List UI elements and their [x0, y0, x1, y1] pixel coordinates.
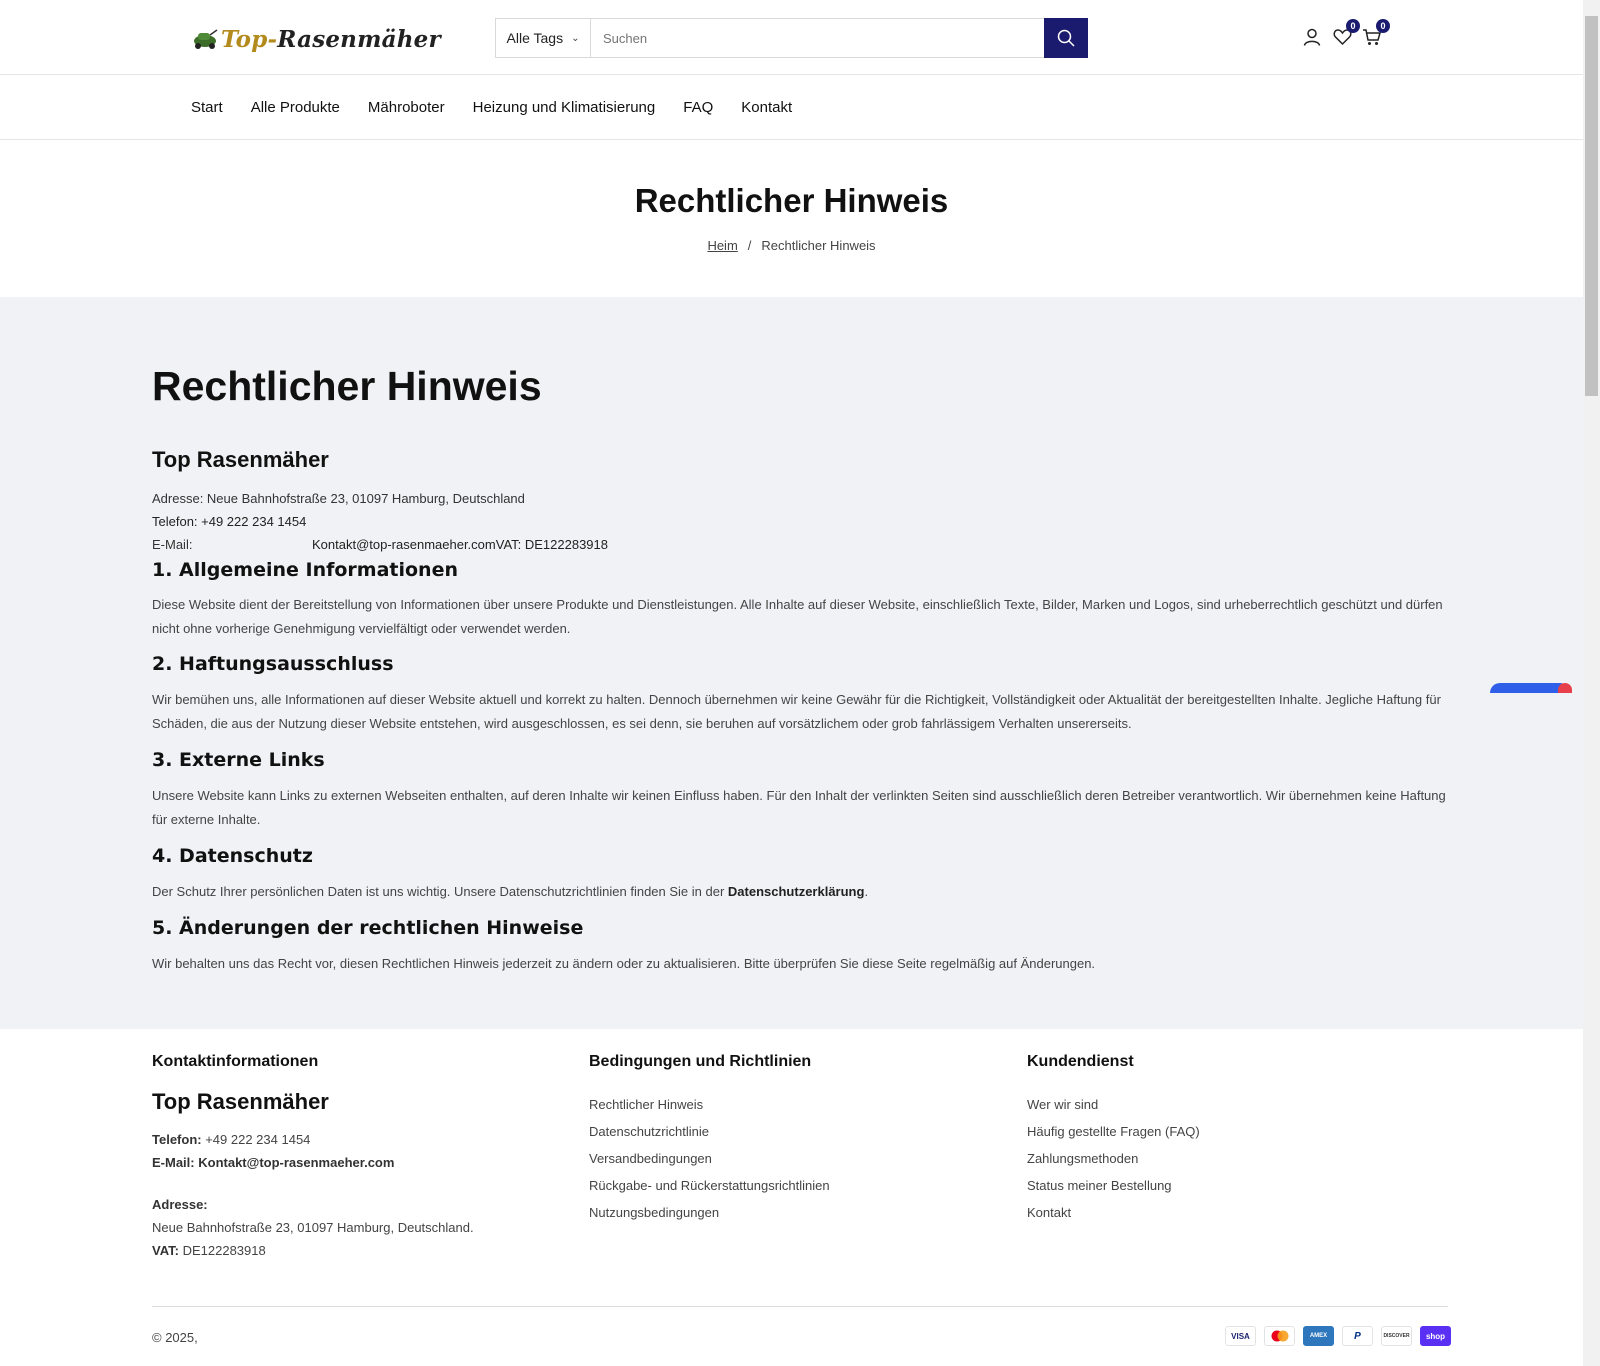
section-heading-5: 5. Änderungen der rechtlichen Hinweise [152, 917, 584, 939]
search-input[interactable] [591, 19, 1044, 57]
footer-link-faq[interactable]: Häufig gestellte Fragen (FAQ) [1027, 1124, 1200, 1139]
section-text-3: Unsere Website kann Links zu externen Webseiten enthalten, auf deren Inhalte wir keinen Einfluss haben. Für den Inhalt der verlinkten Seiten sind ausschließlich deren Betreiber verantwortlich. Wir übernehmen keine Haftung für externe Inhalte. [152, 788, 1446, 827]
footer-address: Neue Bahnhofstraße 23, 01097 Hamburg, Deutschland. [152, 1220, 474, 1235]
footer-contact-column [152, 1053, 474, 1262]
search-bar [495, 18, 1088, 58]
section-heading-1: 1. Allgemeine Informationen [152, 559, 458, 581]
page-header [0, 140, 1583, 297]
nav-item-heizung[interactable]: Heizung und Klimatisierung [472, 99, 656, 116]
section-heading-3: 3. Externe Links [152, 749, 325, 771]
footer-service-heading: Kundendienst [1027, 1053, 1134, 1070]
footer-link-privacy[interactable]: Datenschutzrichtlinie [589, 1124, 709, 1139]
mastercard-icon [1264, 1326, 1295, 1346]
breadcrumb-separator: / [747, 238, 752, 253]
nav-item-faq[interactable]: FAQ [683, 99, 714, 116]
site-logo[interactable] [192, 22, 441, 56]
account-button[interactable] [1302, 26, 1322, 48]
section-text-4-body: Der Schutz Ihrer persönlichen Daten ist uns wichtig. Unsere Datenschutzrichtlinien finden Sie in der [152, 884, 728, 899]
header-icons [1302, 21, 1386, 48]
section-text-4-end: . [864, 884, 869, 899]
category-select[interactable] [496, 19, 591, 57]
section-text-1: Diese Website dient der Bereitstellung von Informationen über unsere Produkte und Dienstleistungen. Alle Inhalte auf dieser Website, einschließlich Texte, Bilder, Marken und Logos, sind urheberrechtlich geschützt und dürfen nicht ohne vorherige Genehmigung vervielfältigt oder verwendet werden. [152, 597, 1443, 636]
main-navigation [0, 75, 1583, 140]
footer-email-label: E-Mail: [152, 1155, 195, 1170]
footer-service-column [1027, 1053, 1200, 1226]
section-text-4 [152, 880, 1452, 904]
privacy-policy-link[interactable]: Datenschutzerklärung [727, 884, 865, 899]
payment-icons [1225, 1326, 1451, 1346]
footer-address-label: Adresse: [152, 1197, 208, 1212]
footer-phone [152, 1128, 474, 1151]
breadcrumb [0, 238, 1583, 253]
content-title: Rechtlicher Hinweis [152, 363, 542, 409]
category-select-label: Alle Tags [506, 30, 564, 46]
section-text-2: Wir bemühen uns, alle Informationen auf dieser Website aktuell und korrekt zu halten. Dennoch übernehmen wir keine Gewähr für die Richtigkeit, Vollständigkeit oder Aktualität der bereitgestellten Inhalte. Jegliche Haftung für Schäden, die aus der Nutzung dieser Website entstehen, wird ausgeschlossen, es sei denn, sie beruhen auf vorsätzlichem oder grob fahrlässigem Verhalten unsererseits. [152, 692, 1441, 731]
cart-count-badge: 0 [1376, 19, 1390, 33]
footer-vat-label: VAT: [152, 1243, 179, 1258]
wishlist-button[interactable] [1332, 21, 1356, 48]
footer-link-order-status[interactable]: Status meiner Bestellung [1027, 1178, 1172, 1193]
page-scrollbar[interactable] [1583, 0, 1600, 1366]
scrollbar-thumb[interactable] [1585, 16, 1598, 396]
address-line: Adresse: Neue Bahnhofstraße 23, 01097 Hamburg, Deutschland [152, 491, 525, 506]
footer-link-legal-notice[interactable]: Rechtlicher Hinweis [589, 1097, 704, 1112]
footer-link-contact[interactable]: Kontakt [1027, 1205, 1072, 1220]
shop-pay-icon: shop [1420, 1326, 1451, 1346]
nav-item-alle-produkte[interactable]: Alle Produkte [250, 99, 340, 116]
footer-vat [152, 1239, 474, 1262]
footer-vat-value: DE122283918 [182, 1243, 266, 1258]
nav-item-maehroboter[interactable]: Mähroboter [367, 99, 445, 116]
footer-terms-heading: Bedingungen und Richtlinien [589, 1053, 812, 1070]
section-heading-4: 4. Datenschutz [152, 845, 313, 867]
amex-icon: AMEX [1303, 1326, 1334, 1346]
legal-content [0, 297, 1583, 1029]
search-icon [1057, 29, 1075, 47]
page-title: Rechtlicher Hinweis [634, 182, 949, 219]
site-header [0, 0, 1583, 75]
phone-line: Telefon: +49 222 234 1454 [152, 514, 307, 529]
footer-link-terms[interactable]: Nutzungsbedingungen [589, 1205, 720, 1220]
footer-terms-column [589, 1053, 830, 1226]
section-heading-2: 2. Haftungsausschluss [152, 653, 394, 675]
email-vat-value: Kontakt@top-rasenmaeher.comVAT: DE122283918 [312, 537, 608, 552]
cart-button[interactable] [1362, 21, 1386, 48]
chevron-down-icon: ⌄ [571, 32, 580, 44]
footer-phone-value: +49 222 234 1454 [205, 1132, 311, 1147]
footer-email-value[interactable]: Kontakt@top-rasenmaeher.com [198, 1155, 395, 1170]
footer-contact-heading: Kontaktinformationen [152, 1053, 319, 1070]
footer-link-about[interactable]: Wer wir sind [1027, 1097, 1099, 1112]
site-footer [0, 1029, 1583, 1366]
search-button[interactable] [1044, 18, 1088, 58]
footer-email [152, 1151, 474, 1174]
breadcrumb-home-link[interactable]: Heim [707, 238, 738, 253]
lawnmower-icon [192, 29, 218, 49]
footer-link-payment-methods[interactable]: Zahlungsmethoden [1027, 1151, 1139, 1166]
copyright: © 2025, [152, 1330, 198, 1345]
footer-link-shipping[interactable]: Versandbedingungen [589, 1151, 712, 1166]
discover-icon: DISCOVER [1381, 1326, 1412, 1346]
footer-phone-label: Telefon: [152, 1132, 202, 1147]
wishlist-count-badge: 0 [1346, 19, 1360, 33]
footer-divider [152, 1306, 1448, 1307]
breadcrumb-current: Rechtlicher Hinweis [761, 238, 876, 253]
section-text-5: Wir behalten uns das Recht vor, diesen Rechtlichen Hinweis jederzeit zu ändern oder zu aktualisieren. Bitte überprüfen Sie diese Seite regelmäßig auf Änderungen. [152, 956, 1096, 971]
company-address-block [152, 487, 608, 556]
nav-item-kontakt[interactable]: Kontakt [741, 99, 793, 116]
visa-icon: VISA [1225, 1326, 1256, 1346]
email-line [152, 533, 608, 556]
company-name: Top Rasenmäher [152, 447, 329, 472]
paypal-icon: P [1342, 1326, 1373, 1346]
chat-notification-dot [1558, 683, 1572, 693]
footer-company-name: Top Rasenmäher [152, 1089, 329, 1114]
nav-item-start[interactable]: Start [191, 99, 223, 116]
email-label: E-Mail: [152, 537, 193, 552]
footer-link-returns[interactable]: Rückgabe- und Rückerstattungsrichtlinien [589, 1178, 830, 1193]
logo-text: Top-Rasenmäher [221, 25, 441, 53]
user-icon [1303, 28, 1321, 46]
